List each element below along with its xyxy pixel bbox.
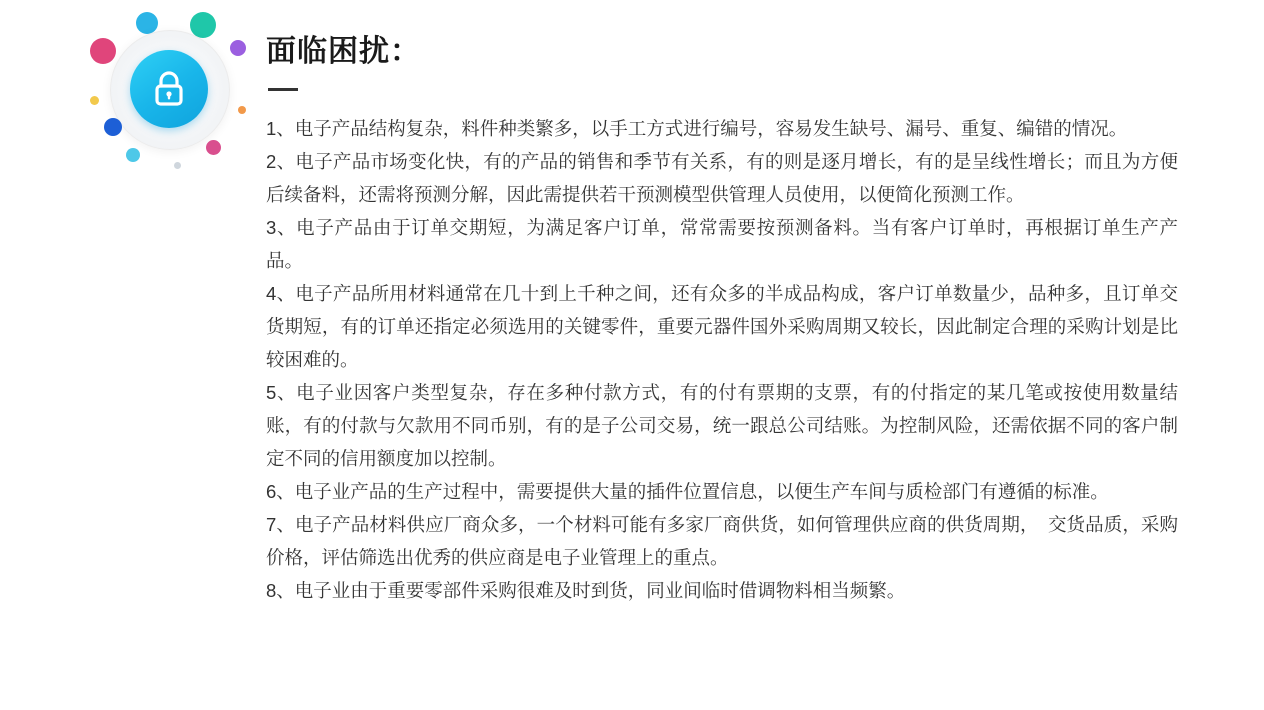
paragraph-8: 8、电子业由于重要零部件采购很难及时到货，同业间临时借调物料相当频繁。 — [266, 580, 906, 601]
title-underline — [268, 88, 298, 91]
paragraph-6: 6、电子业产品的生产过程中，需要提供大量的插件位置信息，以便生产车间与质检部门有遵循的标准。 — [266, 481, 1109, 502]
decorative-dot-magenta — [206, 140, 221, 155]
decorative-dot-orange — [238, 106, 246, 114]
decorative-dot-grey — [174, 162, 181, 169]
lock-icon — [151, 69, 187, 109]
decorative-icon-cluster — [78, 10, 258, 180]
paragraph-1: 1、电子产品结构复杂，料件种类繁多，以手工方式进行编号，容易发生缺号、漏号、重复、编错的情况。 — [266, 118, 1128, 139]
decorative-dot-pink — [90, 38, 116, 64]
decorative-dot-lightblue — [126, 148, 140, 162]
decorative-dot-purple — [230, 40, 246, 56]
page-title: 面临困扰： — [266, 35, 421, 68]
lock-badge — [130, 50, 208, 128]
paragraph-7: 7、电子产品材料供应厂商众多，一个材料可能有多家厂商供货，如何管理供应商的供货周期， 交货品质，采购价格，评估筛选出优秀的供应商是电子业管理上的重点。 — [266, 514, 1178, 568]
body-text-block — [266, 112, 1178, 607]
decorative-dot-blue — [104, 118, 122, 136]
decorative-dot-yellow — [90, 96, 99, 105]
paragraph-5: 5、电子业因客户类型复杂，存在多种付款方式，有的付有票期的支票，有的付指定的某几笔或按使用数量结账，有的付款与欠款用不同币别，有的是子公司交易，统一跟总公司结账。为控制风险，还需依据不同的客户制定不同的信用额度加以控制。 — [266, 382, 1178, 469]
paragraph-4: 4、电子产品所用材料通常在几十到上千种之间，还有众多的半成品构成，客户订单数量少，品种多，且订单交货期短，有的订单还指定必须选用的关键零件，重要元器件国外采购周期又较长，因此制定合理的采购计划是比较困难的。 — [266, 283, 1178, 370]
decorative-dot-cyan — [136, 12, 158, 34]
paragraph-2: 2、电子产品市场变化快，有的产品的销售和季节有关系，有的则是逐月增长，有的是呈线性增长；而且为方便后续备料，还需将预测分解，因此需提供若干预测模型供管理人员使用，以便简化预测工作。 — [266, 151, 1178, 205]
paragraph-3: 3、电子产品由于订单交期短，为满足客户订单，常常需要按预测备料。当有客户订单时，再根据订单生产产品。 — [266, 217, 1178, 271]
